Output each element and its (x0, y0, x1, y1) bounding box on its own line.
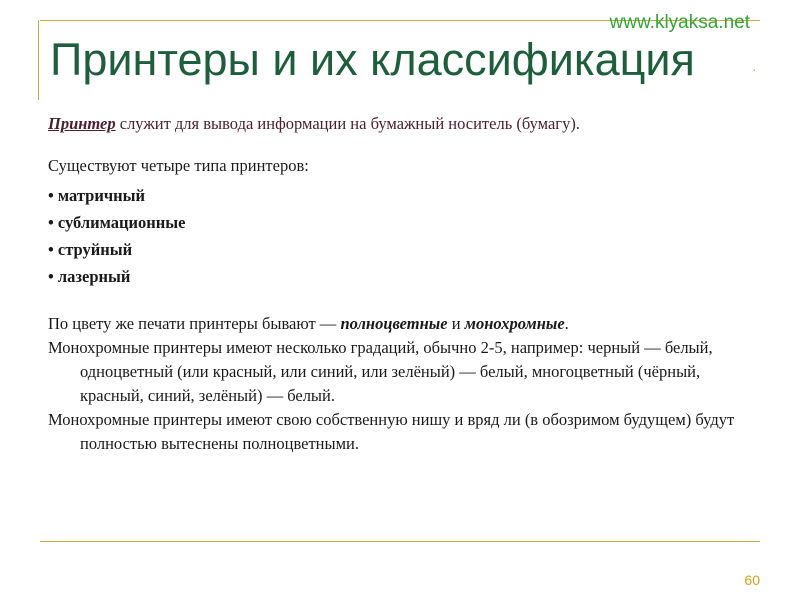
printer-definition (48, 112, 738, 136)
types-intro: Существуют четыре типа принтеров: (48, 156, 309, 175)
left-accent-line (38, 20, 39, 100)
site-url[interactable]: www.klyaksa.net (609, 12, 750, 33)
monochrome-gradations-paragraph: Монохромные принтеры имеют несколько градаций, обычно 2-5, например: черный — белый, одноцветный (или красный, или синий, или зелёный) — белый, многоцветный (чёрный, красный, синий, зелёный) — белый. (48, 338, 713, 405)
slide-content (48, 112, 738, 456)
color-paragraph: По цвету же печати принтеры бывают — полноцветные и монохромные. (48, 314, 569, 333)
definition-text: служит для вывода информации на бумажный носитель (бумагу). (115, 114, 580, 133)
printer-term: Принтер (48, 114, 116, 133)
monochrome-niche-paragraph: Монохромные принтеры имеют свою собственную нишу и вряд ли (в обозримом будущем) будут полностью вытеснены полноцветными. (48, 410, 735, 453)
monochrome-term: монохромные (464, 314, 565, 333)
decorative-dot: . (752, 60, 756, 75)
bottom-border-line (40, 541, 760, 542)
list-item: • сублимационные (48, 213, 186, 232)
list-item: • матричный (48, 186, 146, 205)
list-item: • лазерный (48, 267, 131, 286)
list-item: • струйный (48, 240, 133, 259)
slide-title: Принтеры и их классификация (50, 34, 695, 85)
page-number: 60 (744, 572, 760, 588)
full-color-term: полноцветные (340, 314, 448, 333)
